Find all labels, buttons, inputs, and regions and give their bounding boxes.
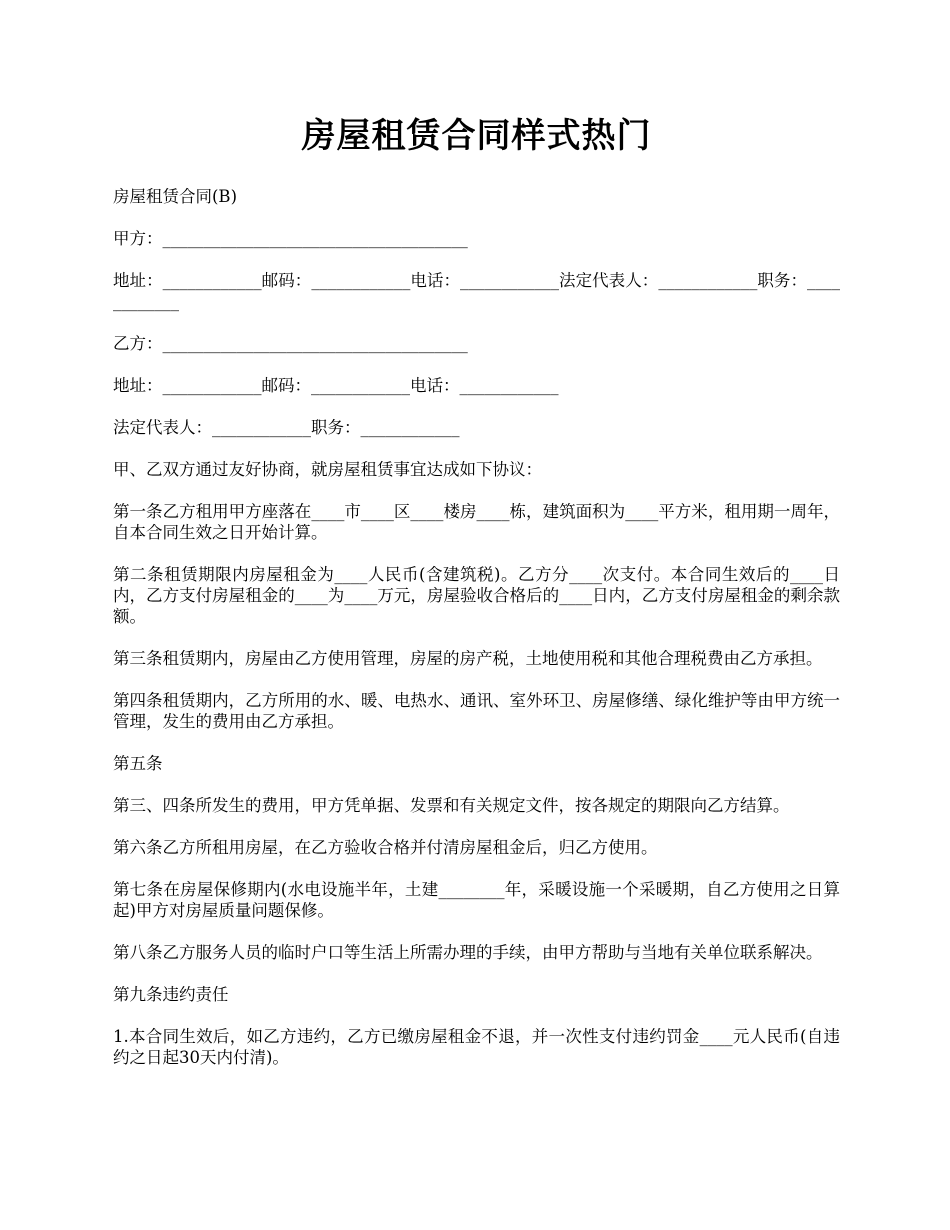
clause-8: 第八条乙方服务人员的临时户口等生活上所需办理的手续，由甲方帮助与当地有关单位联系解决。 bbox=[113, 943, 823, 962]
party-b-representative-line: 法定代表人：____________职务：____________ bbox=[113, 418, 460, 437]
clause-1: 第一条乙方租用甲方座落在____市____区____楼房____栋，建筑面积为____平方米，租用期一周年，自本合同生效之日开始计算。 bbox=[113, 502, 840, 542]
party-a-contact-line: 地址：____________邮码：____________电话：____________法定代表人：____________职务：____________ bbox=[113, 271, 840, 311]
clause-7: 第七条在房屋保修期内(水电设施半年，土建________年，采暖设施一个采暖期，自乙方使用之日算起)甲方对房屋质量问题保修。 bbox=[113, 880, 840, 920]
party-b-contact-line: 地址：____________邮码：____________电话：____________ bbox=[113, 376, 559, 395]
agreement-preamble: 甲、乙双方通过友好协商，就房屋租赁事宜达成如下协议： bbox=[113, 460, 542, 479]
clause-4: 第四条租赁期内，乙方所用的水、暖、电热水、通讯、室外环卫、房屋修缮、绿化维护等由甲方统一管理，发生的费用由乙方承担。 bbox=[113, 691, 840, 731]
clause-3: 第三条租赁期内，房屋由乙方使用管理，房屋的房产税，土地使用税和其他合理税费由乙方承担。 bbox=[113, 649, 823, 668]
clause-9-item-1: 1.本合同生效后，如乙方违约，乙方已缴房屋租金不退，并一次性支付违约罚金____元人民币(自违约之日起30天内付清)。 bbox=[113, 1027, 840, 1067]
clause-9-heading: 第九条违约责任 bbox=[113, 985, 229, 1004]
clause-5-body: 第三、四条所发生的费用，甲方凭单据、发票和有关规定文件，按各规定的期限向乙方结算。 bbox=[113, 796, 790, 815]
clause-2: 第二条租赁期限内房屋租金为____人民币(含建筑税)。乙方分____次支付。本合同生效后的____日内，乙方支付房屋租金的____为____万元，房屋验收合格后的____日内，乙方支付房屋租金的剩余款额。 bbox=[113, 565, 840, 626]
party-a-line: 甲方：_____________________________________ bbox=[113, 229, 468, 248]
clause-6: 第六条乙方所租用房屋，在乙方验收合格并付清房屋租金后，归乙方使用。 bbox=[113, 838, 658, 857]
party-b-line: 乙方：_____________________________________ bbox=[113, 334, 468, 353]
contract-subtitle: 房屋租赁合同(B) bbox=[113, 187, 237, 206]
clause-5-heading: 第五条 bbox=[113, 754, 163, 773]
document-title: 房屋租赁合同样式热门 bbox=[301, 116, 652, 156]
